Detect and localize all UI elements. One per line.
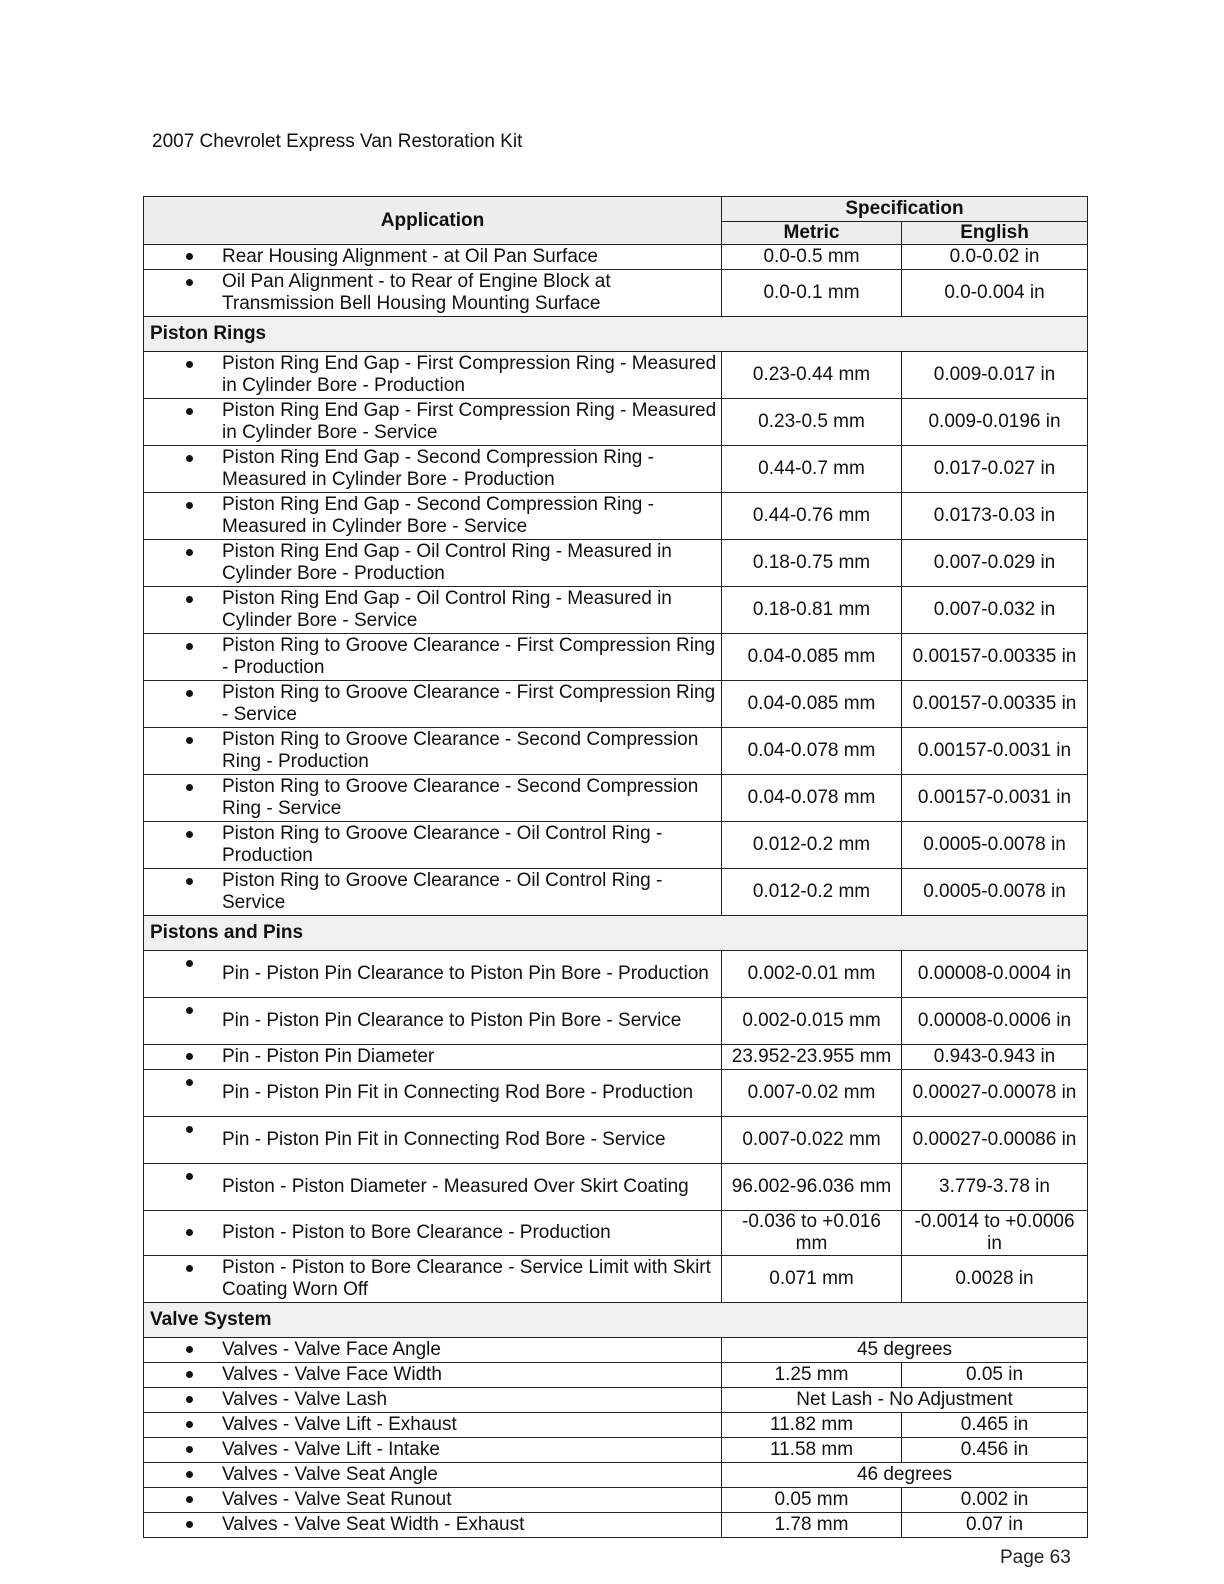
bullet-icon [186,1229,193,1236]
english-header: English [902,222,1088,245]
english-value-cell: 0.456 in [902,1438,1088,1463]
bullet-icon [186,960,193,967]
application-cell [144,587,722,634]
bullet-icon [186,361,193,368]
english-value-cell: 0.009-0.0196 in [902,399,1088,446]
english-value-cell: 0.05 in [902,1363,1088,1388]
bullet-icon [186,1521,193,1528]
table-row [144,998,1088,1045]
application-cell [144,775,722,822]
bullet-icon [186,253,193,260]
application-text: Valves - Valve Seat Width - Exhaust [222,1514,525,1535]
combined-value-cell: Net Lash - No Adjustment [722,1388,1088,1413]
application-cell [144,1164,722,1211]
metric-value-cell: 0.002-0.01 mm [722,951,902,998]
metric-value-cell: 0.23-0.44 mm [722,352,902,399]
table-row [144,1117,1088,1164]
metric-value-cell: -0.036 to +0.016 mm [722,1211,902,1256]
application-text: Piston - Piston to Bore Clearance - Production [222,1222,611,1243]
application-cell [144,540,722,587]
application-text: Piston Ring to Groove Clearance - First Compression Ring - Service [222,682,716,725]
table-row [144,1438,1088,1463]
application-text: Pin - Piston Pin Fit in Connecting Rod Bore - Service [222,1129,666,1150]
english-value-cell: 0.00157-0.00335 in [902,634,1088,681]
section-title: Piston Rings [144,317,1088,352]
application-text: Valves - Valve Face Width [222,1364,442,1385]
section-row [144,317,1088,352]
metric-value-cell: 0.007-0.022 mm [722,1117,902,1164]
combined-value-cell: 46 degrees [722,1463,1088,1488]
table-row [144,399,1088,446]
table-row [144,493,1088,540]
english-value-cell: 0.943-0.943 in [902,1045,1088,1070]
bullet-icon [186,690,193,697]
table-row [144,634,1088,681]
application-text: Piston Ring End Gap - Second Compression Ring - Measured in Cylinder Bore - Production [222,447,654,490]
application-text: Piston Ring to Groove Clearance - Oil Control Ring - Production [222,823,663,866]
metric-value-cell: 96.002-96.036 mm [722,1164,902,1211]
application-cell [144,493,722,540]
application-cell [144,728,722,775]
metric-value-cell: 1.25 mm [722,1363,902,1388]
section-row [144,1303,1088,1338]
table-row [144,1388,1088,1413]
table-body [144,245,1088,1538]
application-text: Piston Ring End Gap - First Compression Ring - Measured in Cylinder Bore - Service [222,400,717,443]
table-row [144,1488,1088,1513]
english-value-cell: 0.007-0.032 in [902,587,1088,634]
specification-table [143,196,1088,1538]
table-row [144,1164,1088,1211]
bullet-icon [186,1053,193,1060]
bullet-icon [186,1446,193,1453]
application-cell [144,1256,722,1303]
english-value-cell: 0.0173-0.03 in [902,493,1088,540]
english-value-cell: 0.017-0.027 in [902,446,1088,493]
table-row [144,540,1088,587]
metric-value-cell: 1.78 mm [722,1513,902,1538]
english-value-cell: 0.00157-0.00335 in [902,681,1088,728]
metric-value-cell: 11.82 mm [722,1413,902,1438]
english-value-cell: 0.00008-0.0004 in [902,951,1088,998]
table-row [144,822,1088,869]
bullet-icon [186,1126,193,1133]
application-text: Valves - Valve Lift - Intake [222,1439,440,1460]
application-text: Piston - Piston to Bore Clearance - Service Limit with Skirt Coating Worn Off [222,1257,711,1300]
english-value-cell: 0.00027-0.00086 in [902,1117,1088,1164]
application-text: Pin - Piston Pin Clearance to Piston Pin Bore - Production [222,963,709,984]
page-number: Page 63 [1000,1547,1071,1568]
application-cell [144,1363,722,1388]
application-cell [144,446,722,493]
english-value-cell: 0.009-0.017 in [902,352,1088,399]
metric-value-cell: 0.18-0.75 mm [722,540,902,587]
metric-value-cell: 0.0-0.5 mm [722,245,902,270]
metric-value-cell: 0.0-0.1 mm [722,270,902,317]
table-row [144,1513,1088,1538]
application-text: Piston Ring to Groove Clearance - Oil Control Ring - Service [222,870,663,913]
english-value-cell: 0.00157-0.0031 in [902,775,1088,822]
application-cell [144,1513,722,1538]
bullet-icon [186,502,193,509]
application-text: Valves - Valve Seat Angle [222,1464,438,1485]
metric-value-cell: 0.002-0.015 mm [722,998,902,1045]
application-cell [144,1438,722,1463]
application-cell [144,270,722,317]
application-text: Piston Ring End Gap - Oil Control Ring - Measured in Cylinder Bore - Production [222,541,672,584]
bullet-icon [186,1396,193,1403]
application-cell [144,1413,722,1438]
application-cell [144,1070,722,1117]
application-cell [144,634,722,681]
application-text: Valves - Valve Lash [222,1389,388,1410]
application-text: Pin - Piston Pin Diameter [222,1046,435,1067]
metric-header: Metric [722,222,902,245]
specification-header: Specification [722,197,1088,222]
application-header: Application [144,197,722,245]
application-text: Pin - Piston Pin Clearance to Piston Pin Bore - Service [222,1010,682,1031]
section-title: Valve System [144,1303,1088,1338]
english-value-cell: 3.779-3.78 in [902,1164,1088,1211]
application-text: Pin - Piston Pin Fit in Connecting Rod Bore - Production [222,1082,694,1103]
application-cell [144,1488,722,1513]
english-value-cell: 0.0028 in [902,1256,1088,1303]
bullet-icon [186,1471,193,1478]
metric-value-cell: 0.44-0.76 mm [722,493,902,540]
table-row [144,1338,1088,1363]
table-row [144,1256,1088,1303]
table-row [144,869,1088,916]
english-value-cell: 0.007-0.029 in [902,540,1088,587]
application-cell [144,998,722,1045]
bullet-icon [186,1421,193,1428]
table-row [144,446,1088,493]
table-row [144,1363,1088,1388]
metric-value-cell: 0.007-0.02 mm [722,1070,902,1117]
english-value-cell: 0.0005-0.0078 in [902,822,1088,869]
bullet-icon [186,737,193,744]
application-text: Piston Ring End Gap - Oil Control Ring - Measured in Cylinder Bore - Service [222,588,672,631]
application-cell [144,352,722,399]
application-cell [144,1117,722,1164]
metric-value-cell: 0.04-0.085 mm [722,634,902,681]
english-value-cell: 0.00157-0.0031 in [902,728,1088,775]
english-value-cell: 0.0005-0.0078 in [902,869,1088,916]
table-row [144,587,1088,634]
bullet-icon [186,1007,193,1014]
application-text: Valves - Valve Face Angle [222,1339,441,1360]
table-row [144,951,1088,998]
document-title: 2007 Chevrolet Express Van Restoration Kit [152,131,523,152]
bullet-icon [186,1371,193,1378]
application-cell [144,1045,722,1070]
metric-value-cell: 11.58 mm [722,1438,902,1463]
english-value-cell: 0.00008-0.0006 in [902,998,1088,1045]
section-row [144,916,1088,951]
table-row [144,1463,1088,1488]
metric-value-cell: 0.04-0.078 mm [722,728,902,775]
application-cell [144,1211,722,1256]
metric-value-cell: 23.952-23.955 mm [722,1045,902,1070]
bullet-icon [186,1265,193,1272]
bullet-icon [186,279,193,286]
english-value-cell: 0.465 in [902,1413,1088,1438]
table-row [144,681,1088,728]
bullet-icon [186,1496,193,1503]
bullet-icon [186,1173,193,1180]
application-text: Rear Housing Alignment - at Oil Pan Surface [222,246,598,267]
metric-value-cell: 0.012-0.2 mm [722,822,902,869]
table-row [144,1413,1088,1438]
metric-value-cell: 0.04-0.085 mm [722,681,902,728]
application-text: Piston Ring to Groove Clearance - Second Compression Ring - Service [222,776,699,819]
application-cell [144,951,722,998]
english-value-cell: 0.0-0.02 in [902,245,1088,270]
english-value-cell: 0.0-0.004 in [902,270,1088,317]
application-text: Oil Pan Alignment - to Rear of Engine Block at Transmission Bell Housing Mounting Surface [222,271,611,314]
application-cell [144,245,722,270]
application-cell [144,1463,722,1488]
application-cell [144,869,722,916]
metric-value-cell: 0.44-0.7 mm [722,446,902,493]
bullet-icon [186,643,193,650]
metric-value-cell: 0.04-0.078 mm [722,775,902,822]
metric-value-cell: 0.071 mm [722,1256,902,1303]
bullet-icon [186,455,193,462]
bullet-icon [186,831,193,838]
table-header-row [144,197,1088,222]
table-row [144,352,1088,399]
application-cell [144,1338,722,1363]
application-text: Piston - Piston Diameter - Measured Over Skirt Coating [222,1176,689,1197]
metric-value-cell: 0.05 mm [722,1488,902,1513]
application-text: Piston Ring to Groove Clearance - Second Compression Ring - Production [222,729,699,772]
english-value-cell: 0.002 in [902,1488,1088,1513]
bullet-icon [186,549,193,556]
application-cell [144,399,722,446]
english-value-cell: 0.07 in [902,1513,1088,1538]
application-cell [144,822,722,869]
application-text: Valves - Valve Seat Runout [222,1489,452,1510]
table-row [144,728,1088,775]
metric-value-cell: 0.23-0.5 mm [722,399,902,446]
table-row [144,245,1088,270]
table-row [144,775,1088,822]
application-text: Piston Ring End Gap - Second Compression Ring - Measured in Cylinder Bore - Service [222,494,654,537]
english-value-cell: 0.00027-0.00078 in [902,1070,1088,1117]
bullet-icon [186,408,193,415]
table-row [144,1211,1088,1256]
application-text: Piston Ring End Gap - First Compression Ring - Measured in Cylinder Bore - Production [222,353,717,396]
english-value-cell: -0.0014 to +0.0006 in [902,1211,1088,1256]
metric-value-cell: 0.012-0.2 mm [722,869,902,916]
bullet-icon [186,784,193,791]
combined-value-cell: 45 degrees [722,1338,1088,1363]
application-text: Valves - Valve Lift - Exhaust [222,1414,457,1435]
application-text: Piston Ring to Groove Clearance - First Compression Ring - Production [222,635,716,678]
table-row [144,270,1088,317]
application-cell [144,1388,722,1413]
metric-value-cell: 0.18-0.81 mm [722,587,902,634]
table-row [144,1045,1088,1070]
bullet-icon [186,878,193,885]
section-title: Pistons and Pins [144,916,1088,951]
bullet-icon [186,1346,193,1353]
application-cell [144,681,722,728]
bullet-icon [186,596,193,603]
table-row [144,1070,1088,1117]
bullet-icon [186,1079,193,1086]
